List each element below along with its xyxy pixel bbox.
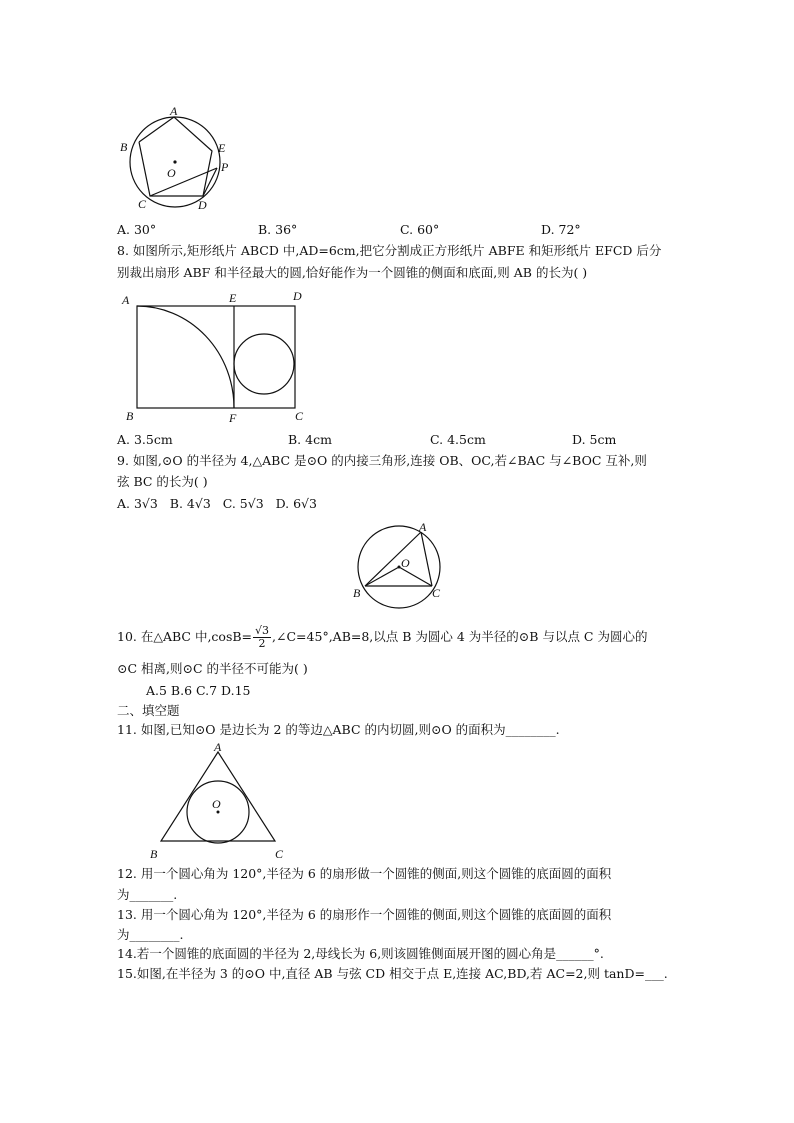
q7-figure <box>112 100 242 215</box>
q10-frac-den: 2 <box>258 637 266 650</box>
q7-chord-cp <box>150 168 217 196</box>
q13-text-line2: 为________. <box>117 927 184 942</box>
q8-base-circle <box>234 334 294 394</box>
q9-option-b: B. 4√3 <box>169 496 211 511</box>
q10-prefix: 10. 在△ABC 中,cosB= <box>117 629 253 644</box>
q8-text-line2: 别裁出扇形 ABF 和半径最大的圆,恰好能作为一个圆锥的侧面和底面,则 AB 的长为( ) <box>117 265 588 280</box>
q10-frac-num: √3 <box>255 624 270 637</box>
q7-center-dot <box>173 160 176 163</box>
q13-text-line1: 13. 用一个圆心角为 120°,半径为 6 的扇形作一个圆锥的侧面,则这个圆锥的底面圆的面积 <box>117 907 612 922</box>
q10-suffix: ,∠C=45°,AB=8,以点 B 为圆心 4 为半径的⊙B 与以点 C 为圆心的 <box>272 629 648 644</box>
q9-options <box>117 496 317 512</box>
q10-fraction <box>253 625 271 650</box>
q15-text: 15.如图,在半径为 3 的⊙O 中,直径 AB 与弦 CD 相交于点 E,连接 AC,BD,若 AC=2,则 tanD=___. <box>117 966 668 981</box>
q9-option-a: A. 3√3 <box>117 496 158 511</box>
q8-label-e: E <box>229 291 237 305</box>
q9-text-line2: 弦 BC 的长为( ) <box>117 474 208 489</box>
q7-option-d: D. 72° <box>541 222 581 237</box>
q14-text: 14.若一个圆锥的底面圆的半径为 2,母线长为 6,则该圆锥侧面展开图的圆心角是______°. <box>117 946 604 961</box>
q7-label-p: P <box>221 160 229 174</box>
q8-option-c: C. 4.5cm <box>430 432 486 447</box>
q9-text-line1: 9. 如图,⊙O 的半径为 4,△ABC 是⊙O 的内接三角形,连接 OB、OC,若∠BAC 与∠BOC 互补,则 <box>117 453 647 468</box>
q9-option-d: D. 6√3 <box>275 496 317 511</box>
q8-label-c: C <box>295 409 304 423</box>
q7-option-c: C. 60° <box>400 222 440 237</box>
q11-figure <box>145 740 295 865</box>
q7-label-a: A <box>170 104 178 118</box>
q9-figure <box>345 515 455 615</box>
q11-label-b: B <box>150 847 158 861</box>
q11-label-c: C <box>275 847 284 861</box>
q8-label-d: D <box>293 289 302 303</box>
q10-text-line2: ⊙C 相离,则⊙C 的半径不可能为( ) <box>117 661 308 676</box>
q11-label-o: O <box>212 797 221 811</box>
q7-label-b: B <box>120 140 128 154</box>
q8-label-b: B <box>126 409 134 423</box>
q7-label-d: D <box>198 198 207 212</box>
q8-option-b: B. 4cm <box>288 432 332 447</box>
q12-text-line2: 为_______. <box>117 887 178 902</box>
q9-label-o: O <box>401 556 410 570</box>
q7-option-a: A. 30° <box>117 222 157 237</box>
q7-option-b: B. 36° <box>258 222 298 237</box>
q11-label-a: A <box>214 740 222 754</box>
q8-label-a: A <box>122 293 130 307</box>
q8-figure <box>118 288 318 428</box>
q9-label-a: A <box>419 520 427 534</box>
q7-label-c: C <box>138 197 147 211</box>
q10-options: A.5 B.6 C.7 D.15 <box>146 683 251 698</box>
q8-option-d: D. 5cm <box>572 432 617 447</box>
q7-pentagon <box>139 117 212 196</box>
q9-option-c: C. 5√3 <box>222 496 264 511</box>
q8-text-line1: 8. 如图所示,矩形纸片 ABCD 中,AD=6cm,把它分割成正方形纸片 ABFE 和矩形纸片 EFCD 后分 <box>117 243 662 258</box>
q10-text-line1 <box>117 622 647 652</box>
q8-label-f: F <box>229 411 237 425</box>
section-title-fill-in: 二、填空题 <box>117 703 180 718</box>
q7-label-e: E <box>218 141 226 155</box>
q8-option-a: A. 3.5cm <box>117 432 173 447</box>
q11-text: 11. 如图,已知⊙O 是边长为 2 的等边△ABC 的内切圆,则⊙O 的面积为________. <box>117 722 560 737</box>
q9-label-c: C <box>432 586 441 600</box>
q7-label-o: O <box>167 166 176 180</box>
q9-side-ab <box>365 532 421 586</box>
q8-sector-arc <box>137 306 234 408</box>
q12-text-line1: 12. 用一个圆心角为 120°,半径为 6 的扇形做一个圆锥的侧面,则这个圆锥的底面圆的面积 <box>117 866 612 881</box>
q9-label-b: B <box>353 586 361 600</box>
